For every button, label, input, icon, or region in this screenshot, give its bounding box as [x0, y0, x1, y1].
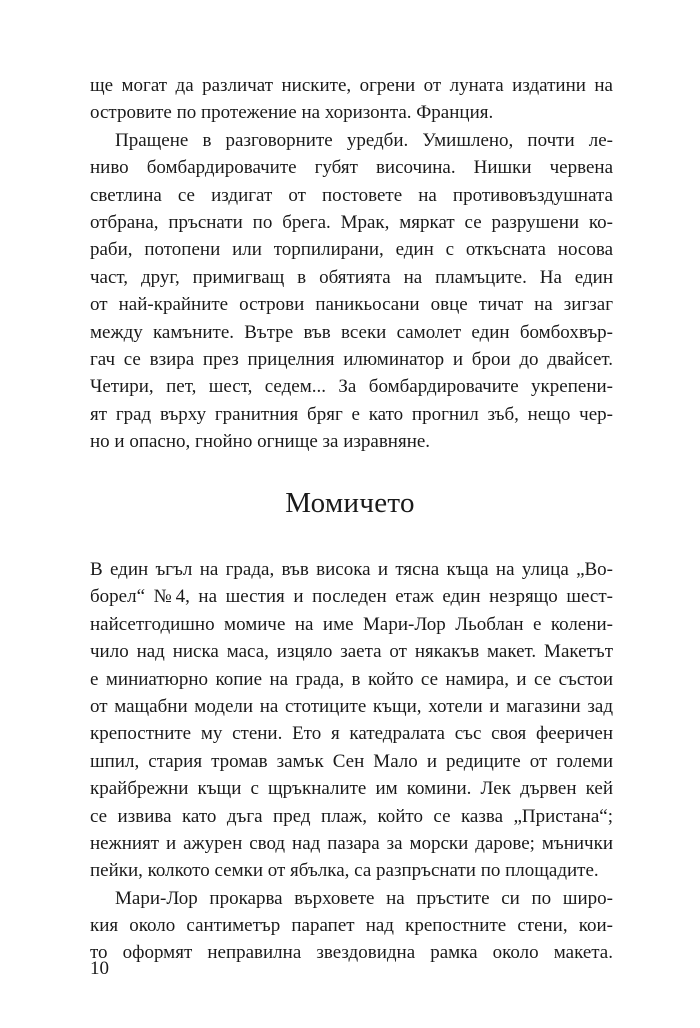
- text-line: гач се взира през прицелния илюминатор и брои до двайсет.: [90, 348, 613, 370]
- text-line: пейки, колкото семки от ябълка, са разпръснати по площадите.: [90, 860, 599, 882]
- text-line: се извива като дъга пред плаж, който се казва „Пристана“;: [90, 805, 613, 827]
- text-line: между камъните. Вътре във всеки самолет един бомбохвър-: [90, 321, 613, 343]
- text-line: Пращене в разговорните уредби. Умишлено, почти ле-: [115, 129, 613, 151]
- paragraph: [90, 885, 613, 967]
- text-line: Мари-Лор прокарва върховете на пръстите си по широ-: [115, 887, 613, 909]
- page-number: 10: [90, 958, 109, 979]
- text-line: Четири, пет, шест, седем... За бомбардировачите укрепени-: [90, 376, 613, 398]
- text-line: светлина се издигат от постовете на противовъздушната: [90, 184, 613, 206]
- text-line: нежният и ажурен свод над пазара за морски дарове; мънички: [90, 832, 613, 854]
- text-line: част, друг, примигващ в обятията на пламъците. На един: [90, 266, 613, 288]
- text-line: найсетгодишно момиче на име Мари-Лор Льоблан е колени-: [90, 613, 613, 635]
- text-line: но и опасно, гнойно огнище за изравняне.: [90, 431, 431, 453]
- text-line: шпил, стария тромав замък Сен Мало и редиците от големи: [90, 750, 613, 772]
- text-line: ят град върху гранитния бряг е като прогнил зъб, нещо чер-: [90, 403, 613, 425]
- text-line: ниво бомбардировачите губят височина. Нишки червена: [90, 157, 613, 179]
- text-line: то оформят неправилна звездовидна рамка около макета.: [90, 942, 613, 964]
- paragraph: [90, 127, 613, 456]
- text-line: борел“ №4, на шестия и последен етаж един незрящо шест-: [90, 586, 613, 608]
- text-line: крайбрежни къщи с щръкналите им комини. Лек дървен кей: [90, 778, 613, 800]
- text-line: отбрана, пръснати по брега. Мрак, мяркат се разрушени ко-: [90, 211, 613, 233]
- paragraph: [90, 72, 613, 127]
- text-block-bottom: [90, 556, 613, 967]
- text-line: от мащабни модели на стотиците къщи, хотели и магазини зад: [90, 695, 613, 717]
- text-line: от най-крайните острови паникьосани овце тичат на зигзаг: [90, 294, 613, 316]
- text-line: кия около сантиметър парапет над крепостните стени, кои-: [90, 915, 613, 937]
- text-block-top: [90, 72, 613, 455]
- paragraph: [90, 556, 613, 885]
- chapter-title: Момичето: [285, 487, 415, 519]
- text-line: крепостните му стени. Ето я катедралата със своя фееричен: [90, 723, 613, 745]
- text-line: островите по протежение на хоризонта. Франция.: [90, 102, 494, 124]
- text-line: В един ъгъл на града, във висока и тясна къща на улица „Во-: [90, 559, 613, 580]
- text-line: чило над ниска маса, изцяло заета от някакъв макет. Макетът: [90, 641, 613, 663]
- text-line: е миниатюрно копие на града, в който се намира, и се състои: [90, 668, 613, 690]
- text-line: ще могат да различат ниските, огрени от луната издатини на: [90, 75, 613, 96]
- text-line: раби, потопени или торпилирани, един с откъсната носова: [90, 239, 613, 261]
